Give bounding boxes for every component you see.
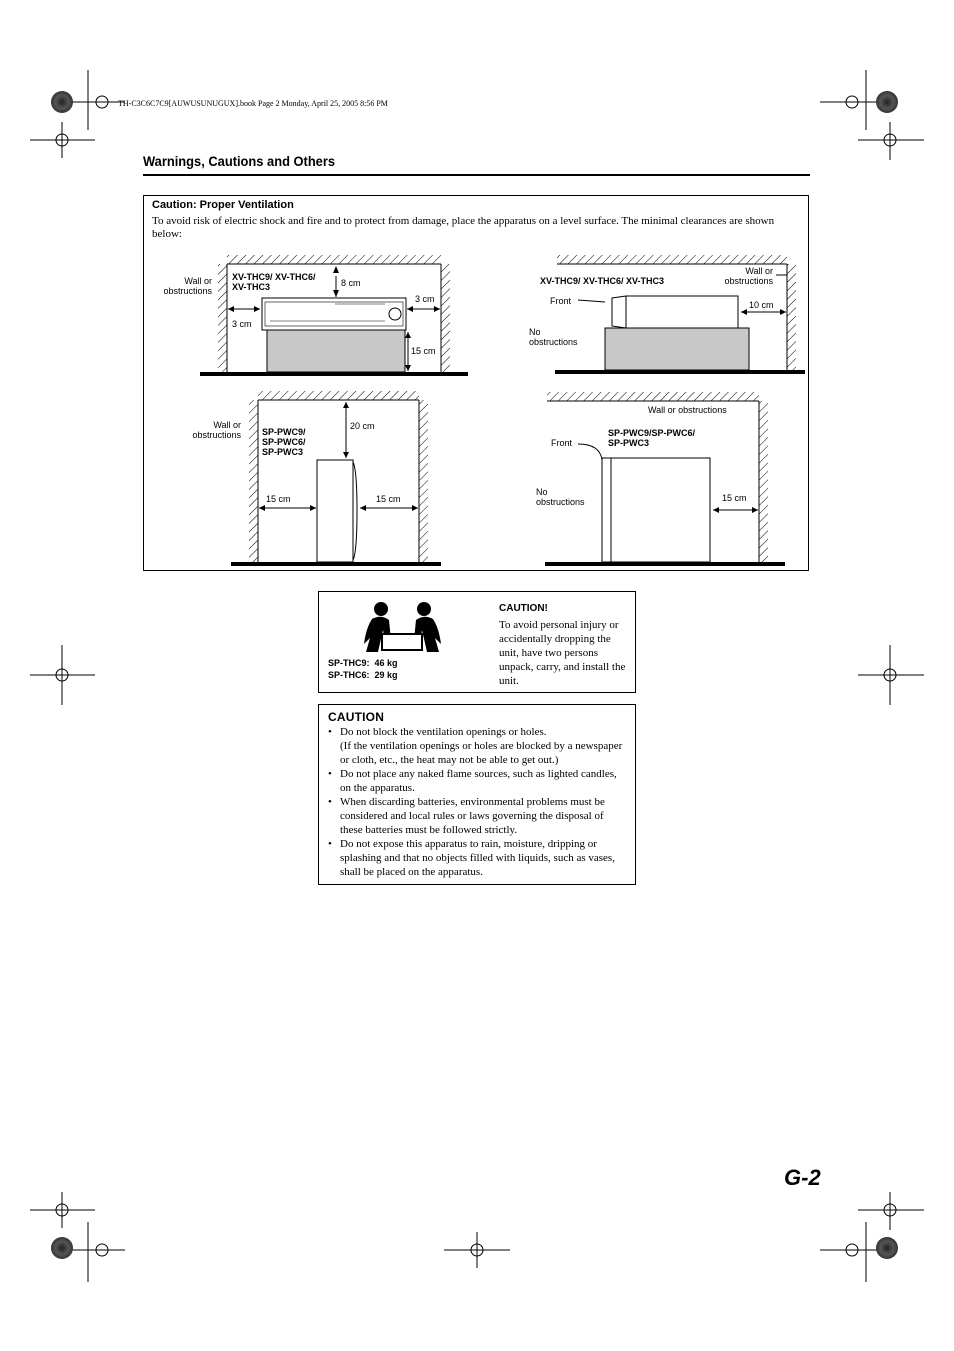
fig2-model-label: XV-THC9/ XV-THC6/ XV-THC3 xyxy=(540,276,665,286)
caution-item: • When discarding batteries, environmental problems must be considered and local rules or laws governing the disposal of these batteries must be followed strictly. xyxy=(328,795,628,837)
registration-disc-icon xyxy=(876,91,898,113)
crosshair-icon xyxy=(30,122,95,158)
fig1-top-clearance: 8 cm xyxy=(341,278,361,288)
fig3-right-clearance: 15 cm xyxy=(376,494,401,504)
fig1-model-label: XV-THC9/ XV-THC6/ XV-THC3 xyxy=(232,272,316,292)
crosshair-icon xyxy=(820,70,884,130)
fig2-front-label: Front xyxy=(550,296,572,306)
registration-disc-icon xyxy=(876,1237,898,1259)
crosshair-icon xyxy=(70,1222,125,1282)
fig4-model-label: SP-PWC9/SP-PWC6/ SP-PWC3 xyxy=(608,428,696,448)
lifting-caution-title: CAUTION! xyxy=(499,603,548,614)
caution-item: • Do not place any naked flame sources, such as lighted candles, on the apparatus. xyxy=(328,767,628,795)
fig1-bottom-clearance: 15 cm xyxy=(411,346,436,356)
registration-disc-icon xyxy=(51,1237,73,1259)
crosshair-icon xyxy=(858,122,924,160)
fig1-left-clearance: 3 cm xyxy=(232,319,252,329)
fig2-no-obstructions: No obstructions xyxy=(529,327,578,347)
ventilation-panel xyxy=(143,195,809,571)
fig3-left-clearance: 15 cm xyxy=(266,494,291,504)
weight-sp-thc9: SP-THC9: 46 kg xyxy=(328,658,398,668)
weight-sp-thc6: SP-THC6: 29 kg xyxy=(328,670,398,680)
crosshair-icon xyxy=(30,1192,95,1228)
caution-title: CAUTION xyxy=(328,710,385,724)
ventilation-text: To avoid risk of electric shock and fire and to protect from damage, place the apparatus on a level surface. The minimal clearances are shown below: xyxy=(152,215,775,240)
crosshair-icon xyxy=(444,1232,510,1268)
caution-item: • Do not expose this apparatus to rain, moisture, dripping or splashing and that no objects filled with liquids, such as vases, shall be placed on the apparatus. xyxy=(328,837,628,879)
fig4-side-clearance: 15 cm xyxy=(722,493,747,503)
lifting-caution-text: To avoid personal injury or accidentally dropping the unit, have two persons unpack, carry, and install the unit. xyxy=(499,619,626,687)
fig4-front-label: Front xyxy=(551,438,573,448)
crosshair-icon xyxy=(858,1192,924,1230)
caution-list xyxy=(328,725,628,879)
unit-weights xyxy=(328,657,398,681)
fig1-wall-label: Wall or obstructions xyxy=(163,276,212,296)
page-number: G-2 xyxy=(784,1165,821,1190)
registration-disc-icon xyxy=(51,91,73,113)
crosshair-icon xyxy=(30,645,95,705)
fig3-model-label: SP-PWC9/ SP-PWC6/ SP-PWC3 xyxy=(262,427,306,457)
caution-item: • Do not block the ventilation openings or holes. (If the ventilation openings or holes are blocked by a newspaper or cloth, etc., the heat may not be able to get out.) xyxy=(328,725,628,767)
fig3-top-clearance: 20 cm xyxy=(350,421,375,431)
crosshair-icon xyxy=(70,70,125,130)
crosshair-icon xyxy=(820,1222,884,1282)
fig1-right-clearance: 3 cm xyxy=(415,294,435,304)
section-title: Warnings, Cautions and Others xyxy=(143,153,336,169)
fig3-wall-label: Wall or obstructions xyxy=(192,420,241,440)
file-info: TH-C3C6C7C9[AUWUSUNUGUX].book Page 2 Monday, April 25, 2005 8:56 PM xyxy=(118,99,388,108)
ventilation-title: Caution: Proper Ventilation xyxy=(152,199,294,211)
fig2-wall-label: Wall or obstructions xyxy=(724,266,773,286)
fig4-no-obstructions: No obstructions xyxy=(536,487,585,507)
header-rule xyxy=(143,174,810,176)
crosshair-icon xyxy=(858,645,924,705)
fig4-wall-label: Wall or obstructions xyxy=(648,405,727,415)
fig2-side-clearance: 10 cm xyxy=(749,300,774,310)
